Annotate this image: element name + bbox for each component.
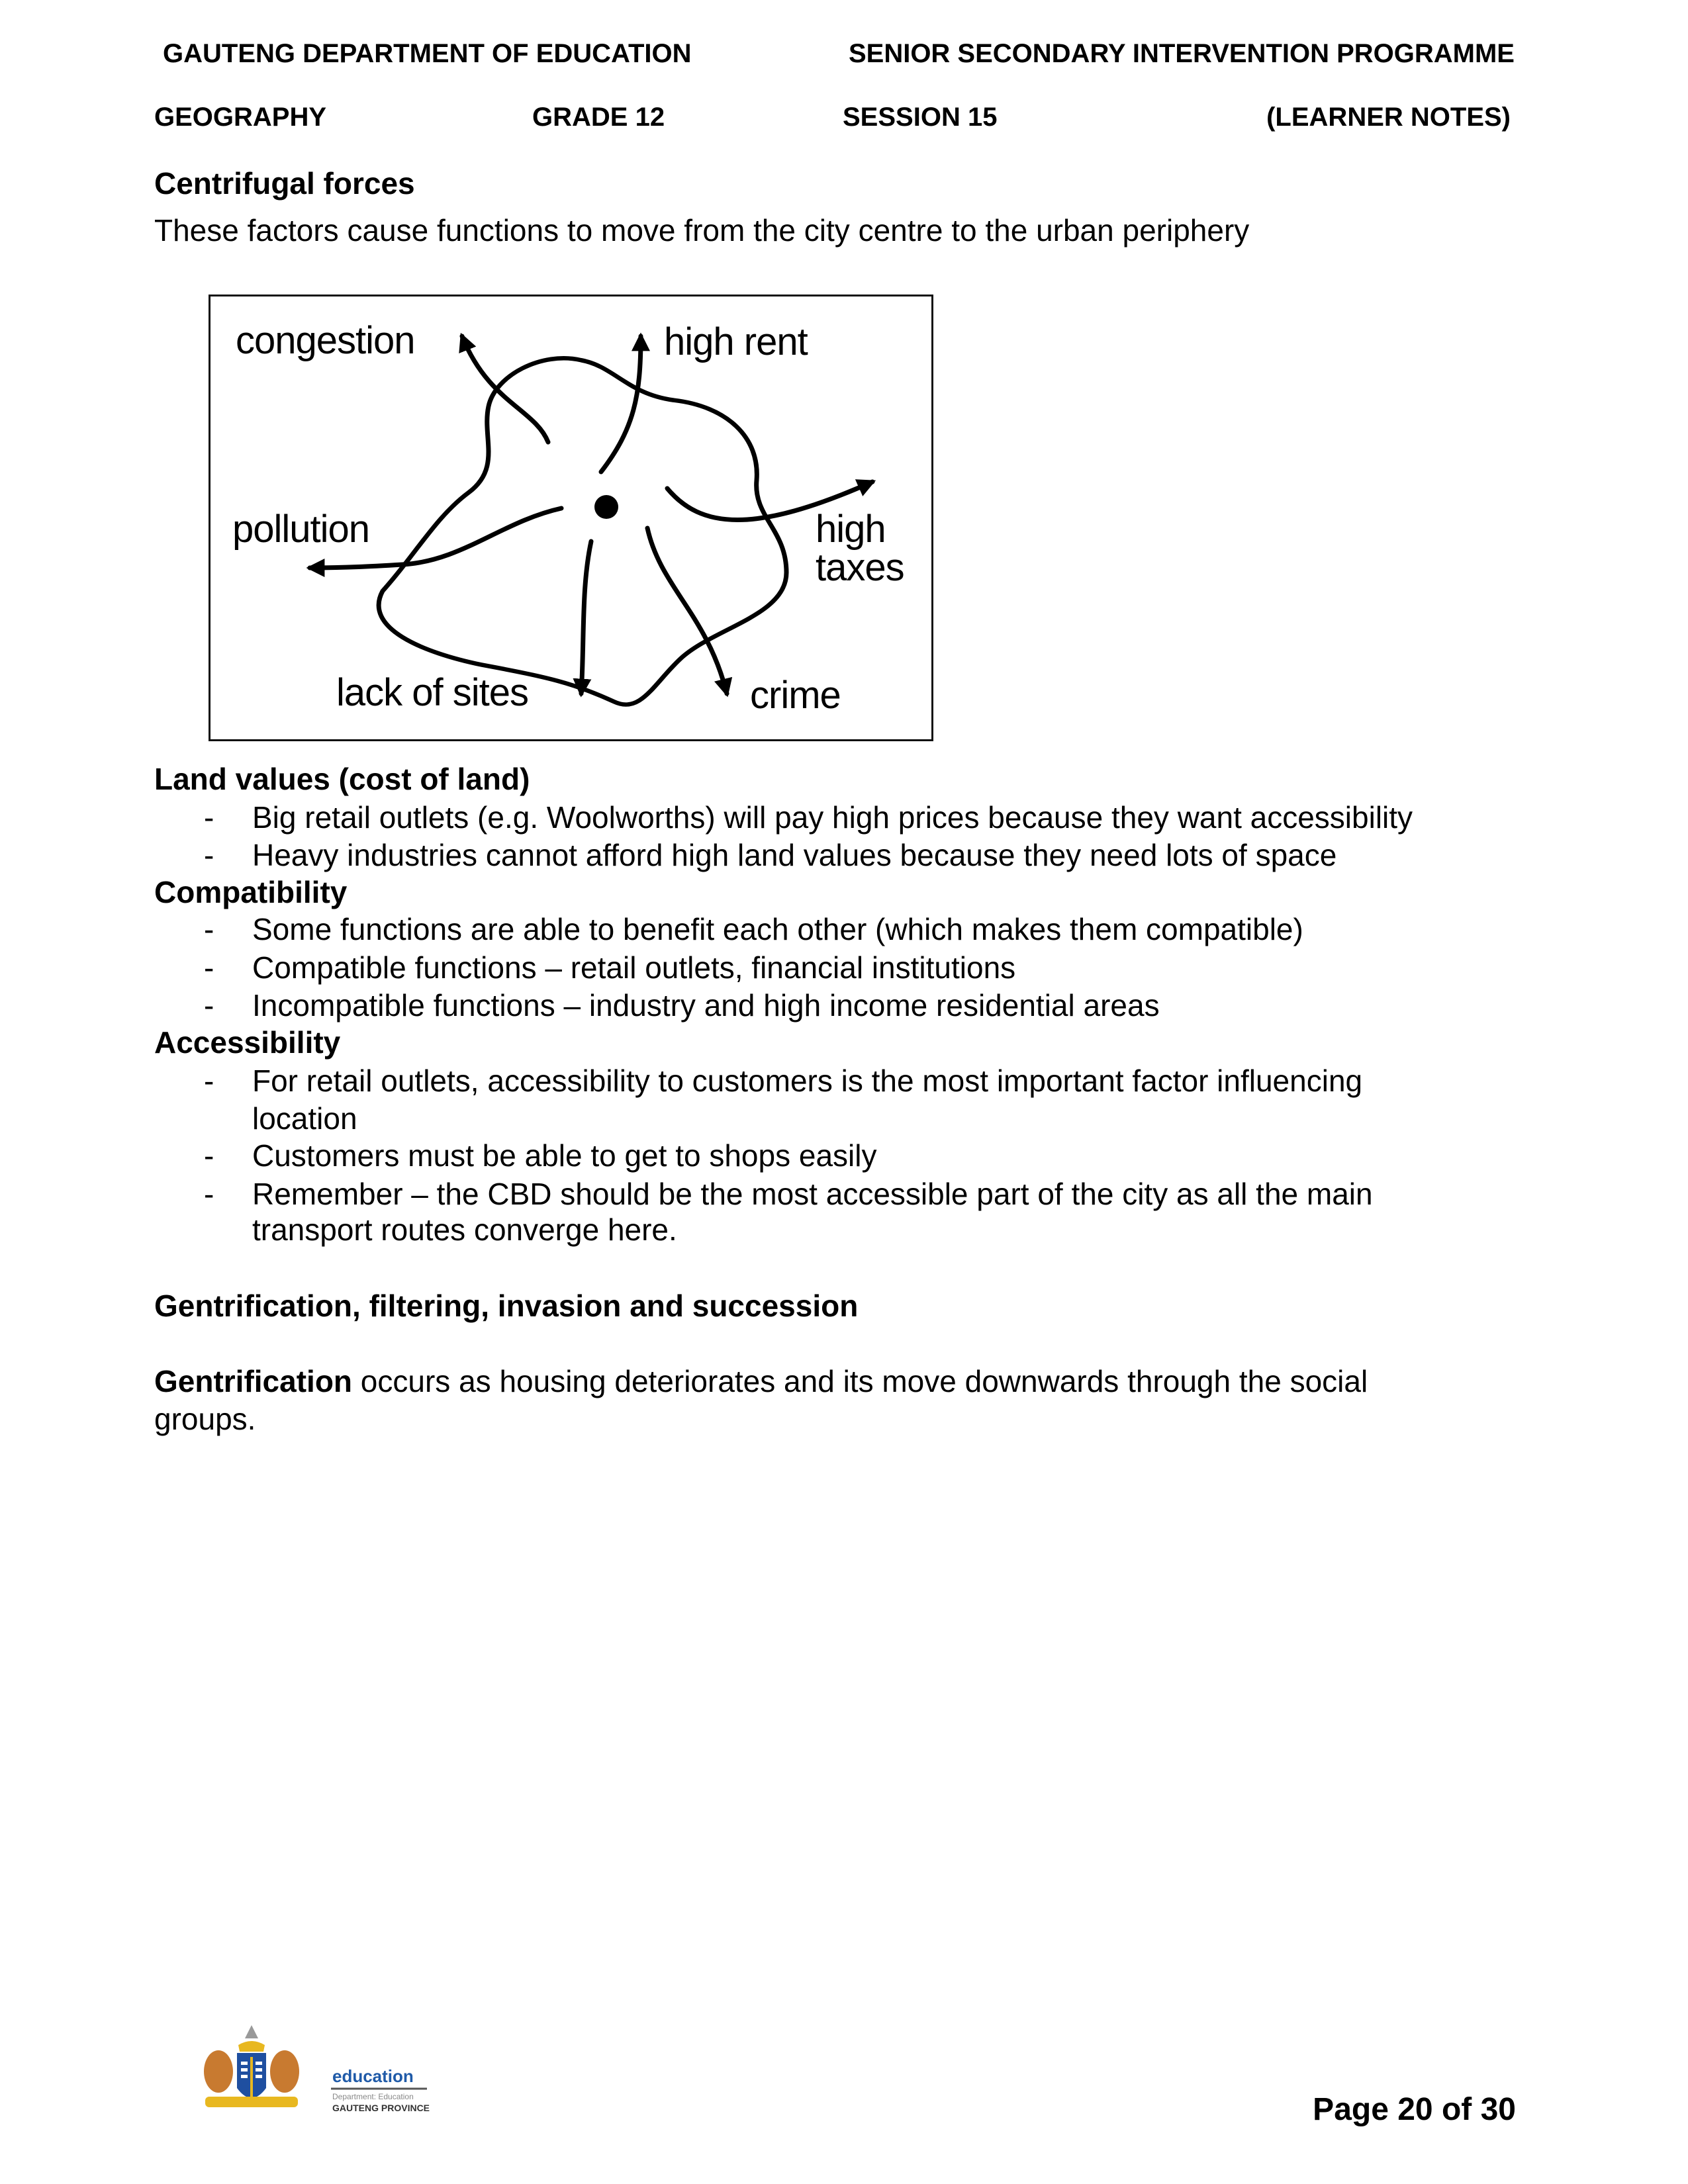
svg-text:GAUTENG PROVINCE: GAUTENG PROVINCE (332, 2103, 430, 2113)
bullet-dash: - (204, 912, 214, 946)
label-congestion: congestion (236, 319, 415, 362)
page-number: Page 20 of 30 (1313, 2092, 1516, 2127)
label-high-taxes-line1: high (816, 508, 886, 551)
header-programme: SENIOR SECONDARY INTERVENTION PROGRAMME (848, 39, 1515, 68)
header-grade: GRADE 12 (532, 103, 665, 132)
label-high-rent: high rent (664, 320, 808, 363)
gentrification-paragraph-line2: groups. (154, 1402, 256, 1436)
gentrification-term: Gentrification (154, 1364, 353, 1398)
label-high-taxes-line2: taxes (816, 546, 904, 589)
bullet-dash: - (204, 838, 214, 872)
list-item: Some functions are able to benefit each other (which makes them compatible) (252, 912, 1303, 946)
centrifugal-intro: These factors cause functions to move from the city centre to the urban periphery (154, 213, 1250, 248)
list-item: For retail outlets, accessibility to customers is the most important factor influencing (252, 1064, 1363, 1098)
city-centre-dot (594, 495, 618, 519)
list-item-continuation: location (252, 1101, 357, 1136)
coat-of-arms-icon (192, 2025, 430, 2124)
arrow-lack-of-sites (581, 541, 591, 694)
bullet-dash: - (204, 950, 214, 985)
label-lack-of-sites: lack of sites (336, 671, 528, 714)
label-pollution: pollution (232, 508, 370, 551)
section-heading-centrifugal: Centrifugal forces (154, 166, 415, 201)
header-department: GAUTENG DEPARTMENT OF EDUCATION (163, 39, 692, 68)
list-item: Big retail outlets (e.g. Woolworths) will pay high prices because they want accessibility (252, 800, 1413, 835)
header-session: SESSION 15 (843, 103, 998, 132)
bullet-dash: - (204, 800, 214, 835)
header-notes-type: (LEARNER NOTES) (1266, 103, 1511, 132)
bullet-dash: - (204, 1138, 214, 1173)
bullet-dash: - (204, 1064, 214, 1098)
gentrification-paragraph-line1 (154, 1364, 1368, 1398)
gentrification-definition: occurs as housing deteriorates and its move downwards through the social (352, 1364, 1368, 1398)
list-item: Customers must be able to get to shops easily (252, 1138, 877, 1173)
gauteng-education-logo (192, 2025, 430, 2124)
header-subject: GEOGRAPHY (154, 103, 327, 132)
section-heading-accessibility: Accessibility (154, 1025, 341, 1060)
list-item: Incompatible functions – industry and high income residential areas (252, 988, 1160, 1023)
arrow-crime (647, 528, 727, 694)
bullet-dash: - (204, 1177, 214, 1211)
section-heading-compatibility: Compatibility (154, 875, 348, 909)
bullet-dash: - (204, 988, 214, 1023)
arrow-high-rent (601, 336, 641, 472)
arrow-congestion (462, 336, 548, 442)
list-item: Heavy industries cannot afford high land values because they need lots of space (252, 838, 1337, 872)
section-heading-gentrification: Gentrification, filtering, invasion and succession (154, 1289, 859, 1323)
svg-text:Department: Education: Department: Education (332, 2092, 414, 2101)
list-item: Compatible functions – retail outlets, financial institutions (252, 950, 1016, 985)
svg-text:education: education (332, 2066, 414, 2086)
section-heading-land-values: Land values (cost of land) (154, 762, 530, 796)
list-item-continuation: transport routes converge here. (252, 1212, 677, 1247)
label-crime: crime (750, 674, 841, 717)
centrifugal-forces-diagram (209, 295, 933, 741)
list-item: Remember – the CBD should be the most accessible part of the city as all the main (252, 1177, 1373, 1211)
